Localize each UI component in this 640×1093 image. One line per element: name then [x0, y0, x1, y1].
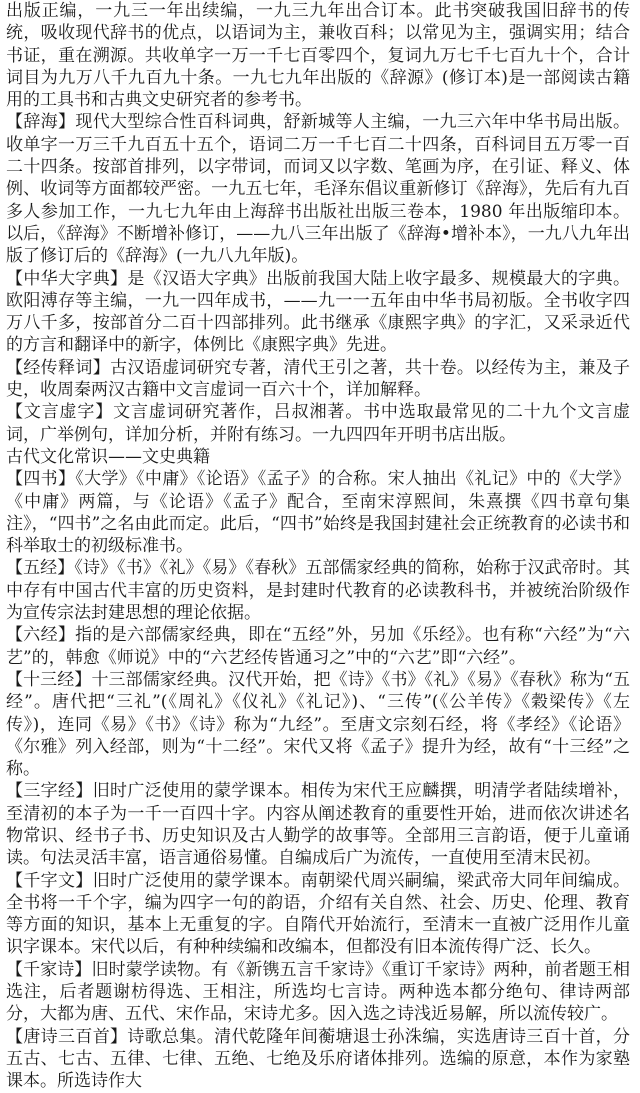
entry-body: 文言虚词研究著作，吕叔湘著。书中选取最常见的二十九个文言虚词，广举例句，详加分析，并附有练习。一九四四年开明书店出版。	[6, 402, 631, 445]
entry-term: 【千家诗】	[6, 959, 92, 980]
entry-body: 古汉语虚词研究专著，清代王引之著，共十卷。以经传为主，兼及子史，收周秦两汉古籍中文言虚词一百六十个，详加解释。	[6, 357, 631, 401]
entry-body: 出版正编，一九三一年出续编，一九三九年出合订本。此书突破我国旧辞书的传统，吸收现代辞书的优点，以语词为主，兼收百科；以常见为主，强调实用；结合书证，重在溯源。共收单字一万一千七百零四个，复词九万七千七百九十个，合计词目为九万八千九百九十条。一九七九年出版的《辞源》(修订本)是一部阅读古籍用的工具书和古典文史研究者的参考书。	[6, 1, 630, 111]
entry-term: 【中华大字典】	[6, 268, 128, 289]
entry-sishu	[6, 468, 630, 557]
entry-term: 【十三经】	[6, 669, 92, 690]
entry-ciyuan-continued	[6, 0, 630, 111]
entry-body: 《诗》《书》《礼》《易》《春秋》五部儒家经典的简称，始称于汉武帝时。其中存有中国古代丰富的历史资料，是封建时代教育的必读教科书，并被统治阶级作为宣传宗法封建思想的理论依据。	[6, 558, 631, 624]
entry-body: 十三部儒家经典。汉代开始，把《诗》《书》《礼》《易》《春秋》称为“五经”。唐代把“三礼”(《周礼》《仪礼》《礼记》)、“三传”(《公羊传》《穀梁传》《左传》)，连同《易》《书》《诗》称为“九经”。至唐文宗刻石经，将《孝经》《论语》《尔雅》列入经部，则为“十二经”。宋代又将《孟子》提升为经，故有“十三经”之称。	[6, 669, 630, 780]
entry-zhonghua-dazidian	[6, 268, 630, 357]
entry-liujing	[6, 624, 630, 669]
entry-term: 【唐诗三百首】	[6, 1026, 128, 1047]
entry-shisanjing	[6, 669, 630, 780]
entry-cihai	[6, 111, 630, 267]
entry-tangshi-sanbaishou	[6, 1026, 630, 1093]
entry-term: 【文言虚字】	[6, 402, 114, 423]
entry-wenyan-xuzi	[6, 401, 630, 446]
entry-qianjiashi	[6, 959, 630, 1026]
entry-body: 诗歌总集。清代乾隆年间蘅塘退士孙洙编，实选唐诗三百十首，分五古、七古、五律、七律、五绝、七绝及乐府诸体排列。选编的原意，本作为家塾课本。所选诗作大	[6, 1026, 631, 1092]
entry-term: 【三字经】	[6, 781, 93, 802]
entry-qianziwen	[6, 870, 630, 959]
entry-body: 旧时广泛使用的蒙学课本。相传为宋代王应麟撰，明清学者陆续增补，至清初的本子为一千一百四十字。内容从阐述教育的重要性开始，进而依次讲述名物常识、经书子书、历史知识及古人勤学的故事等。全部用三言韵语，便于儿童诵读。句法灵活丰富，语言通俗易懂。自编成后广为流传，一直使用至清末民初。	[6, 781, 631, 869]
entry-body: 是《汉语大字典》出版前我国大陆上收字最多、规模最大的字典。欧阳溥存等主编，一九一四年成书，——九一一五年由中华书局初版。全书收字四万八千多，按部首分二百十四部排列。此书继承《康熙字典》的字汇，又采录近代的方言和翻译中的新字，体例比《康熙字典》先进。	[6, 268, 631, 356]
entry-jingzhuan-shici	[6, 357, 630, 402]
entry-sanzijing	[6, 780, 630, 869]
entry-body: 指的是六部儒家经典，即在“五经”外，另加《乐经》。也有称“六经”为“六艺”的，韩愈《师说》中的“六艺经传皆通习之”中的“六艺”即“六经”。	[6, 625, 630, 668]
entry-body: 旧时蒙学读物。有《新镌五言千家诗》《重订千家诗》两种，前者题王相选注，后者题谢枋得选、王相注，所选均七言诗。两种选本都分绝句、律诗两部分，大都为唐、五代、宋作品，宋诗尤多。因入选之诗浅近易解，所以流传较广。	[6, 959, 631, 1025]
section-heading: 古代文化常识——文史典籍	[6, 446, 210, 467]
entry-term: 【六经】	[6, 625, 76, 646]
entry-term: 【四书】	[6, 469, 76, 490]
entry-wujing	[6, 557, 630, 624]
entry-body: 《大学》《中庸》《论语》《孟子》的合称。宋人抽出《礼记》中的《大学》《中庸》两篇，与《论语》《孟子》配合，至南宋淳熙间，朱熹撰《四书章句集注》，“四书”之名由此而定。此后，“四书”始终是我国封建社会正统教育的必读书和科举取士的初级标准书。	[6, 469, 631, 557]
entry-term: 【五经】	[6, 558, 75, 579]
entry-body: 现代大型综合性百科词典，舒新城等人主编，一九三六年中华书局出版。收单字一万三千九百五十五个，语词二万一千七百二十四条，百科词目五万零一百二十四条。按部首排列，以字带词，而词又以字数、笔画为序，在引证、释义、体例、收词等方面都较严密。一九五七年，毛泽东倡议重新修订《辞海》，先后有九百多人参加工作，一九七九年由上海辞书出版社出版三卷本，1980 年出版缩印本。以后，《辞海》不断增补修订，——九八三年出版了《辞海•增补本》，一九八九年出版了修订后的《辞海》(一九八九年版)。	[6, 112, 631, 267]
entry-term: 【千字文】	[6, 870, 93, 891]
entry-term: 【辞海】	[6, 112, 76, 133]
entry-body: 旧时广泛使用的蒙学课本。南朝梁代周兴嗣编，梁武帝大同年间编成。全书将一千个字，编为四字一句的韵语，介绍有关自然、社会、历史、伦理、教育等方面的知识，基本上无重复的字。自隋代开始流行，至清末一直被广泛用作儿童识字课本。宋代以后，有种种续编和改编本，但都没有旧本流传得广泛、长久。	[6, 870, 631, 958]
entry-term: 【经传释词】	[6, 357, 111, 378]
